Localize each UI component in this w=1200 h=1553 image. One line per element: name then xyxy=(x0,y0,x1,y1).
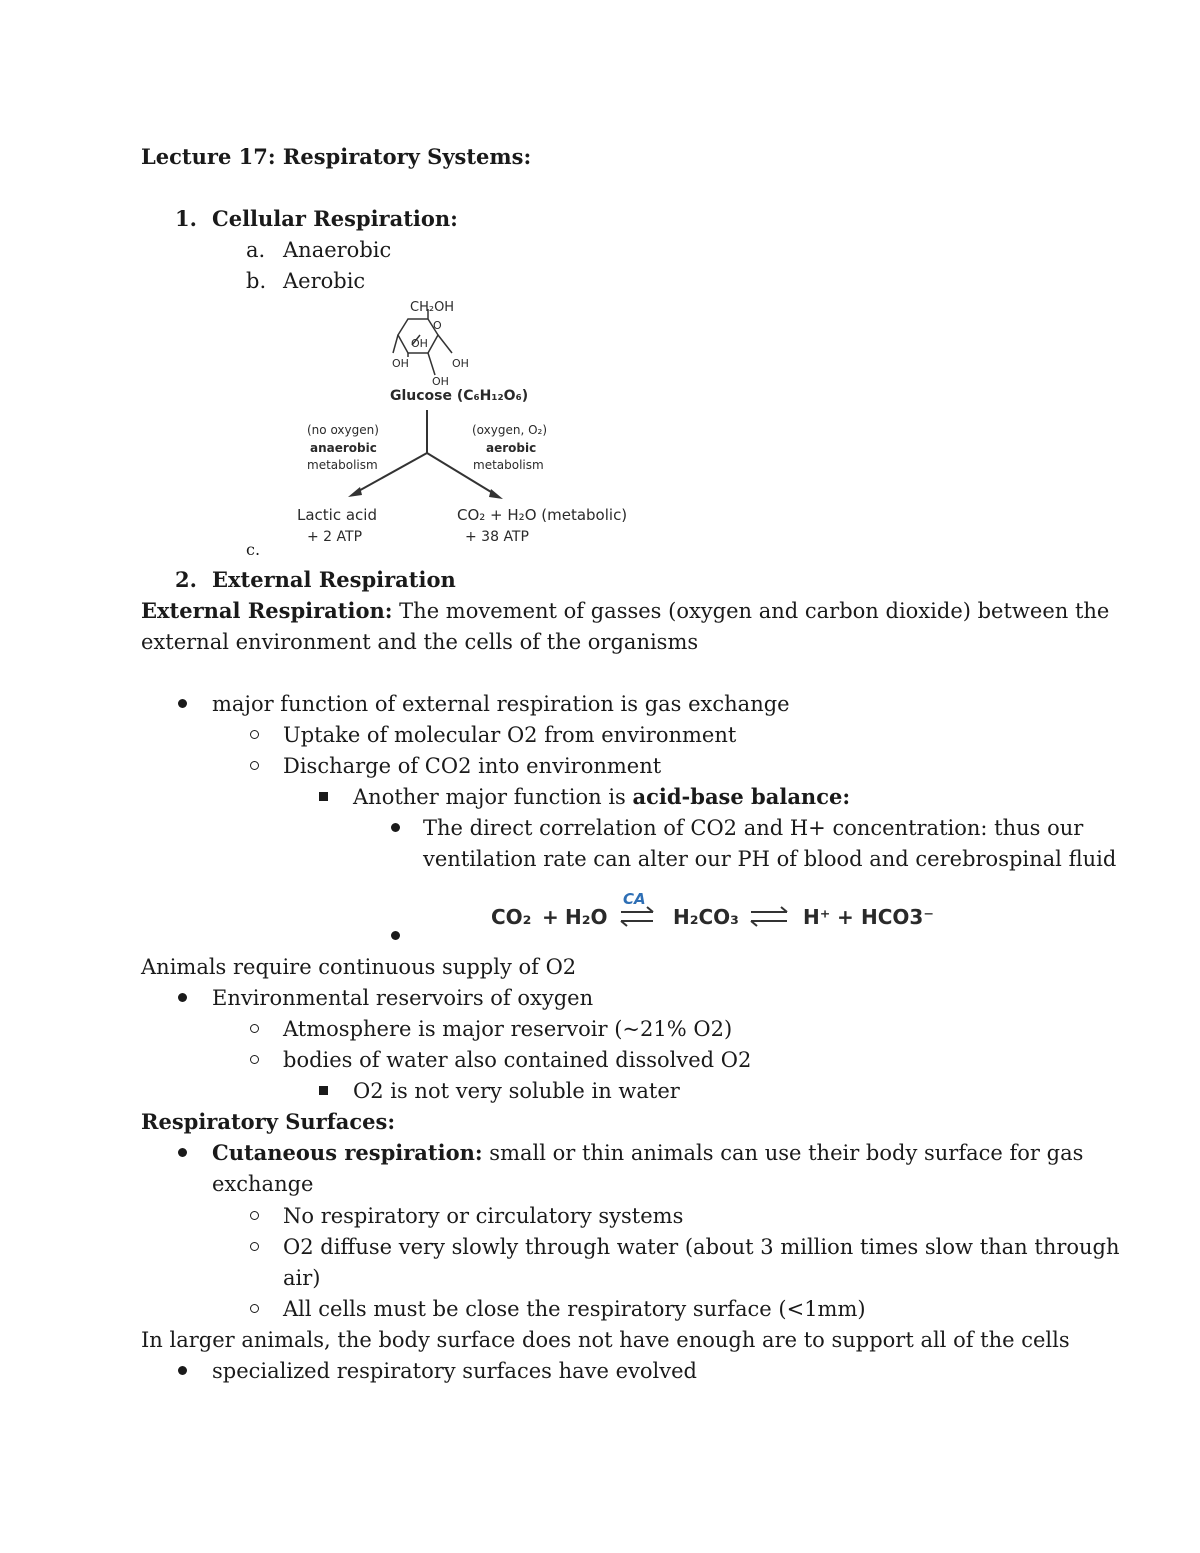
bullet-circle xyxy=(250,1024,259,1033)
list-item-aerobic: Aerobic xyxy=(283,269,366,293)
left-atp: + 2 ATP xyxy=(307,529,363,545)
definition-term: External Respiration: xyxy=(141,598,393,623)
bullet-atmosphere: Atmosphere is major reservoir (~21% O2) xyxy=(283,1017,733,1041)
eq-ca: CA xyxy=(623,890,646,908)
bullet-circle xyxy=(250,1211,259,1220)
left-type: anaerobic xyxy=(310,441,377,455)
cutaneous-term: Cutaneous respiration: xyxy=(212,1140,483,1165)
oh-left-label: OH xyxy=(392,357,409,370)
bullet-gas-exchange: major function of external respiration is gas exchange xyxy=(212,692,790,716)
bullet-solubility: O2 is not very soluble in water xyxy=(353,1079,680,1103)
supply-intro: Animals require continuous supply of O2 xyxy=(141,955,577,979)
arrow-head-left xyxy=(348,487,362,497)
eq-hplus: H⁺ xyxy=(803,905,831,929)
left-word: metabolism xyxy=(307,458,378,472)
carbonic-acid-equation xyxy=(485,888,945,938)
bullet-diffusion-1: O2 diffuse very slowly through water (about 3 million times slow than through xyxy=(283,1235,1120,1259)
right-condition: (oxygen, O₂) xyxy=(472,423,548,437)
bullet-dot xyxy=(178,699,187,708)
definition-text-1: The movement of gasses (oxygen and carbon dioxide) between the xyxy=(392,599,1110,623)
bullet-diffusion-2: air) xyxy=(283,1266,321,1290)
eq-plus-1: + xyxy=(542,905,559,929)
eq-h2o: H₂O xyxy=(565,905,608,929)
bullet-correlation-1: The direct correlation of CO2 and H+ concentration: thus our xyxy=(423,816,1084,840)
bullet-circle xyxy=(250,761,259,770)
list-item-anaerobic: Anaerobic xyxy=(283,238,392,262)
left-condition: (no oxygen) xyxy=(307,423,379,437)
list-marker-a: a. xyxy=(246,238,266,262)
definition-line-2: external environment and the cells of the organisms xyxy=(141,630,699,654)
bullet-correlation-2: ventilation rate can alter our PH of blood and cerebrospinal fluid xyxy=(423,847,1117,871)
glucose-metabolism-diagram xyxy=(280,295,640,555)
bullet-dot xyxy=(178,1148,187,1157)
glucose-label: Glucose (C₆H₁₂O₆) xyxy=(390,388,529,404)
left-product: Lactic acid xyxy=(297,506,377,524)
eq-co2: CO₂ xyxy=(491,905,532,929)
bullet-circle xyxy=(250,1304,259,1313)
glucose-group-label: CH₂OH xyxy=(410,300,455,315)
eq-plus-2: + xyxy=(837,905,854,929)
oh-right-label: OH xyxy=(452,357,469,370)
bullet-circle xyxy=(250,1055,259,1064)
bullet-dot xyxy=(178,993,187,1002)
list-marker-b: b. xyxy=(246,269,267,293)
section1-heading: Cellular Respiration: xyxy=(212,206,458,231)
right-product: CO₂ + H₂O (metabolic) xyxy=(457,506,628,524)
eq-h2co3: H₂CO₃ xyxy=(673,905,739,929)
surfaces-heading: Respiratory Surfaces: xyxy=(141,1109,396,1134)
bullet-cutaneous-2: exchange xyxy=(212,1172,314,1196)
section2-heading: External Respiration xyxy=(212,567,456,592)
definition-line-1 xyxy=(141,597,1109,625)
oh-bottom-label: OH xyxy=(432,375,449,388)
bullet-water-bodies: bodies of water also contained dissolved O2 xyxy=(283,1048,752,1072)
bullet-circle xyxy=(250,1242,259,1251)
ring-oxygen-label: O xyxy=(433,319,442,332)
bullet-close-cells: All cells must be close the respiratory surface (<1mm) xyxy=(283,1297,866,1321)
larger-animals-text: In larger animals, the body surface does not have enough are to support all of the cells xyxy=(141,1328,1070,1352)
section2-number: 2. xyxy=(175,567,197,592)
bullet-dot xyxy=(391,931,400,940)
bullet-specialized: specialized respiratory surfaces have evolved xyxy=(212,1359,697,1383)
acid-base-prefix: Another major function is xyxy=(353,785,633,809)
bullet-square xyxy=(319,792,328,801)
bullet-circle xyxy=(250,730,259,739)
eq-hco3: HCO3⁻ xyxy=(861,905,934,929)
bullet-acid-base xyxy=(353,783,850,811)
bullet-reservoirs: Environmental reservoirs of oxygen xyxy=(212,986,594,1010)
bullet-discharge-co2: Discharge of CO2 into environment xyxy=(283,754,662,778)
equilibrium-arrow-1 xyxy=(621,907,653,926)
acid-base-term: acid-base balance: xyxy=(632,784,851,809)
list-marker-c: c. xyxy=(246,540,261,559)
bullet-no-systems: No respiratory or circulatory systems xyxy=(283,1204,684,1228)
oh-center-label: OH xyxy=(411,337,428,350)
arrow-head-right xyxy=(489,489,503,499)
right-type: aerobic xyxy=(486,441,537,455)
bullet-uptake-o2: Uptake of molecular O2 from environment xyxy=(283,723,737,747)
bullet-cutaneous-1 xyxy=(212,1139,1083,1167)
bullet-dot xyxy=(391,823,400,832)
equilibrium-arrow-2 xyxy=(751,907,787,926)
bullet-square xyxy=(319,1086,328,1095)
section1-number: 1. xyxy=(175,206,197,231)
bullet-dot xyxy=(178,1366,187,1375)
page-title: Lecture 17: Respiratory Systems: xyxy=(141,144,532,169)
right-atp: + 38 ATP xyxy=(465,529,529,545)
cutaneous-text-1: small or thin animals can use their body surface for gas xyxy=(482,1141,1084,1165)
right-word: metabolism xyxy=(473,458,544,472)
